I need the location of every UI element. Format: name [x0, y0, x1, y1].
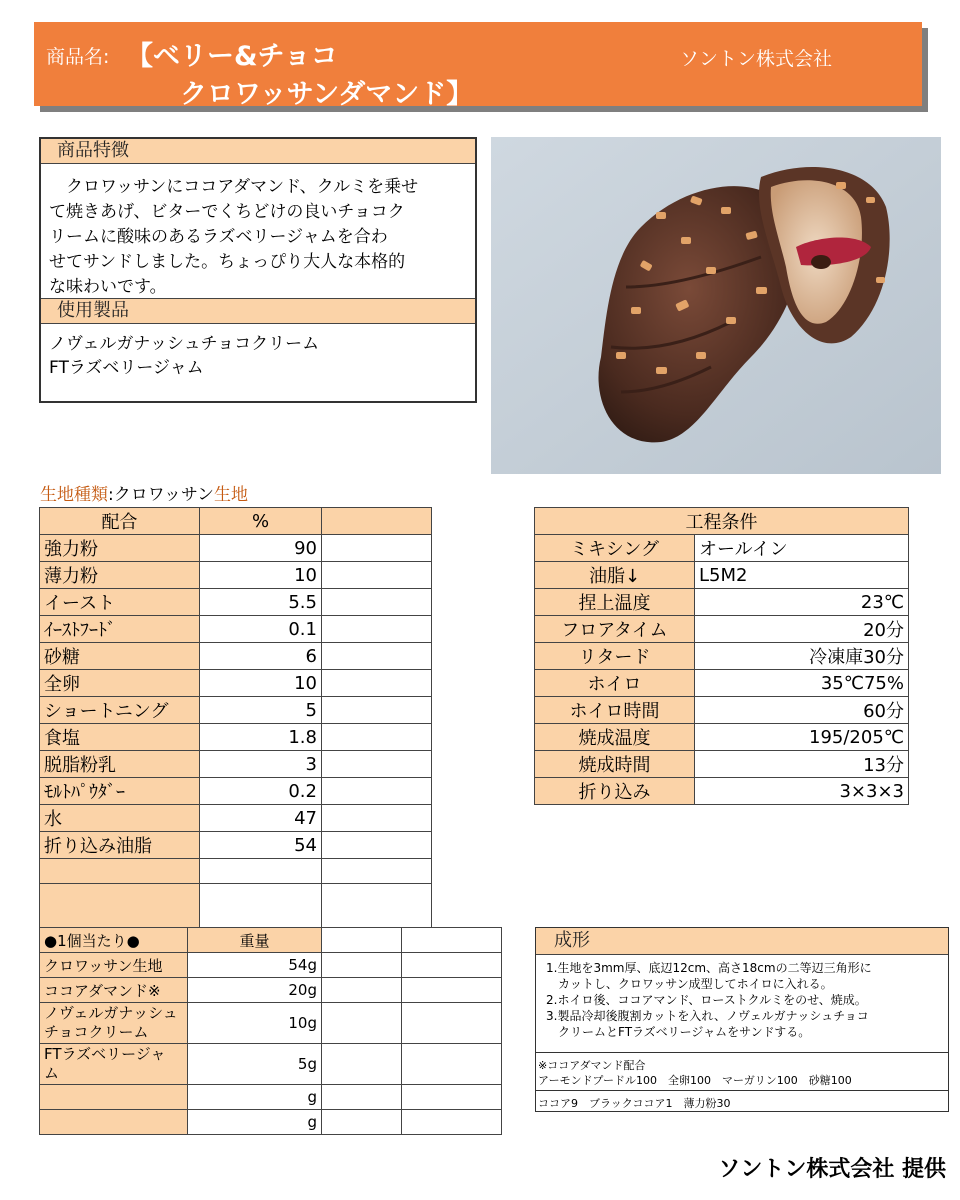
table-row	[40, 1110, 502, 1135]
component-name: FTラズベリージャ ム	[40, 1044, 188, 1085]
process-value: 冷凍庫30分	[695, 643, 909, 670]
product-label: 商品名:	[46, 46, 110, 68]
dough-type-suffix: 生地	[214, 485, 249, 505]
process-name: 焼成時間	[535, 751, 695, 778]
ingredient-name: 脱脂粉乳	[40, 751, 200, 778]
process-name: 焼成温度	[535, 724, 695, 751]
component-weight: g	[188, 1085, 322, 1110]
ingredient-name: 水	[40, 805, 200, 832]
table-row	[535, 589, 909, 616]
almond-note	[538, 1058, 852, 1088]
features-heading: 商品特徴	[41, 139, 475, 164]
ingredient-pct: 10	[200, 562, 322, 589]
ingredient-pct: 1.8	[200, 724, 322, 751]
dough-header-blank	[322, 508, 432, 535]
table-row	[40, 1003, 502, 1044]
features-line: せてサンドしました。ちょっぴり大人な本格的	[49, 252, 406, 272]
features-line: て焼きあげ、ビターでくちどけの良いチョコク	[49, 202, 405, 222]
component-name	[40, 1085, 188, 1110]
table-row	[40, 616, 432, 643]
products-used-list	[49, 332, 467, 380]
component-name: ココアダマンド※	[40, 978, 188, 1003]
table-row	[40, 805, 432, 832]
ingredient-name: ｲｰｽﾄﾌｰﾄﾞ	[40, 616, 200, 643]
forming-step: 2.ホイロ後、ココアマンド、ローストクルミをのせ、焼成。	[546, 993, 867, 1007]
table-row	[40, 535, 432, 562]
dough-type-title	[40, 480, 248, 505]
ingredient-pct: 0.2	[200, 778, 322, 805]
ingredient-pct: 6	[200, 643, 322, 670]
table-row	[40, 1085, 502, 1110]
forming-step: 3.製品冷却後腹割カットを入れ、ノヴェルガナッシュチョコ	[546, 1009, 869, 1023]
process-value: オールイン	[695, 535, 909, 562]
ingredient-name: 食塩	[40, 724, 200, 751]
process-value: L5M2	[695, 562, 909, 589]
forming-steps	[546, 960, 872, 1040]
process-value: 23℃	[695, 589, 909, 616]
ingredient-pct: 0.1	[200, 616, 322, 643]
process-value: 3×3×3	[695, 778, 909, 805]
product-item: FTラズベリージャム	[49, 358, 204, 378]
process-conditions-table	[534, 507, 909, 805]
table-row	[535, 778, 909, 805]
process-value: 60分	[695, 697, 909, 724]
process-name: ホイロ時間	[535, 697, 695, 724]
component-name: ノヴェルガナッシュ チョコクリーム	[40, 1003, 188, 1044]
title-banner	[34, 22, 922, 110]
process-name: リタード	[535, 643, 695, 670]
ingredient-pct: 3	[200, 751, 322, 778]
table-row	[535, 697, 909, 724]
dough-formula-table	[39, 507, 432, 930]
ingredient-name: 薄力粉	[40, 562, 200, 589]
table-row	[40, 859, 432, 884]
table-row	[535, 535, 909, 562]
process-name: 折り込み	[535, 778, 695, 805]
forming-heading: 成形	[536, 928, 948, 955]
process-value: 195/205℃	[695, 724, 909, 751]
table-row	[40, 562, 432, 589]
forming-step: 1.生地を3mm厚、底辺12cm、高さ18cmの二等辺三角形に	[546, 961, 872, 975]
table-row	[40, 670, 432, 697]
component-weight: 54g	[188, 953, 322, 978]
ingredient-pct: 5	[200, 697, 322, 724]
note-line: アーモンドプードル100 全卵100 マーガリン100 砂糖100	[538, 1074, 852, 1087]
ingredient-pct: 47	[200, 805, 322, 832]
per-piece-table	[39, 927, 502, 1135]
features-text	[49, 175, 467, 300]
ingredient-name: ﾓﾙﾄﾊﾟｳﾀﾞｰ	[40, 778, 200, 805]
dough-type-value: :クロワッサン	[108, 485, 215, 505]
forming-box	[535, 927, 949, 1112]
table-row	[40, 978, 502, 1003]
ingredient-name: イースト	[40, 589, 200, 616]
ingredient-pct: 5.5	[200, 589, 322, 616]
table-row	[40, 643, 432, 670]
table-row	[40, 589, 432, 616]
product-name-line1: 【ベリー&チョコ	[126, 41, 338, 72]
table-row	[40, 697, 432, 724]
table-row	[40, 778, 432, 805]
process-name: ホイロ	[535, 670, 695, 697]
dough-header-name: 配合	[40, 508, 200, 535]
component-weight: 5g	[188, 1044, 322, 1085]
table-row	[40, 751, 432, 778]
process-value: 20分	[695, 616, 909, 643]
component-weight: 10g	[188, 1003, 322, 1044]
component-name	[40, 1110, 188, 1135]
ingredient-name: 折り込み油脂	[40, 832, 200, 859]
component-weight: 20g	[188, 978, 322, 1003]
table-row	[535, 562, 909, 589]
forming-step: カットし、クロワッサン成型してホイロに入れる。	[546, 977, 833, 991]
ingredient-name: 強力粉	[40, 535, 200, 562]
table-row	[535, 724, 909, 751]
feature-box	[39, 137, 477, 403]
table-row	[535, 670, 909, 697]
footer-credit: ソントン株式会社 提供	[718, 1157, 946, 1182]
component-weight: g	[188, 1110, 322, 1135]
process-heading: 工程条件	[535, 508, 909, 535]
table-row	[535, 643, 909, 670]
process-name: ミキシング	[535, 535, 695, 562]
features-line: な味わいです。	[49, 277, 167, 297]
company-name: ソントン株式会社	[680, 48, 833, 70]
ingredient-name: 全卵	[40, 670, 200, 697]
ingredient-pct: 90	[200, 535, 322, 562]
features-line: リームに酸味のあるラズベリージャムを合わ	[49, 227, 388, 247]
table-row	[40, 884, 432, 930]
table-row	[535, 751, 909, 778]
ingredient-pct: 10	[200, 670, 322, 697]
ingredient-name: 砂糖	[40, 643, 200, 670]
product-photo	[491, 137, 941, 474]
product-item: ノヴェルガナッシュチョコクリーム	[49, 334, 320, 354]
products-used-heading: 使用製品	[41, 299, 475, 324]
features-line: クロワッサンにココアダマンド、クルミを乗せ	[49, 177, 419, 197]
table-row	[40, 832, 432, 859]
ingredient-pct: 54	[200, 832, 322, 859]
process-name: フロアタイム	[535, 616, 695, 643]
ingredient-name: ショートニング	[40, 697, 200, 724]
per-piece-heading: ●1個当たり●	[40, 928, 188, 953]
weight-heading: 重量	[188, 928, 322, 953]
forming-step: クリームとFTラズベリージャムをサンドする。	[546, 1025, 811, 1039]
table-row	[40, 953, 502, 978]
note-title: ※ココアダマンド配合	[538, 1059, 646, 1072]
dough-type-label: 生地種類	[40, 485, 108, 505]
table-row	[535, 616, 909, 643]
process-name: 油脂↓	[535, 562, 695, 589]
product-name-line2: クロワッサンダマンド】	[180, 79, 474, 110]
process-name: 捏上温度	[535, 589, 695, 616]
table-row	[40, 724, 432, 751]
dough-header-pct: %	[200, 508, 322, 535]
process-value: 13分	[695, 751, 909, 778]
component-name: クロワッサン生地	[40, 953, 188, 978]
croissant-illustration	[491, 137, 941, 474]
process-value: 35℃75%	[695, 670, 909, 697]
note-line: ココア9 ブラックココア1 薄力粉30	[538, 1097, 731, 1110]
table-row	[40, 1044, 502, 1085]
